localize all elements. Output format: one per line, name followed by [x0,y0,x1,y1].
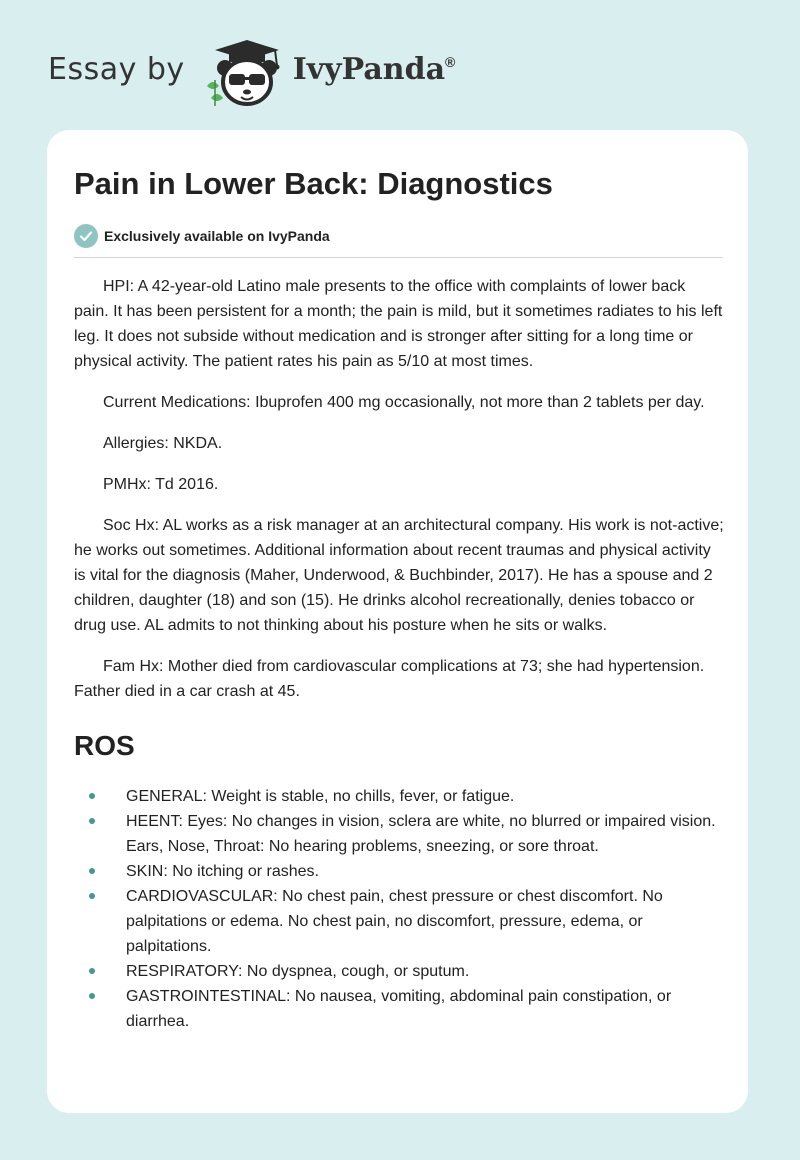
essay-by-label: Essay by [48,51,185,87]
bullet-icon [89,793,95,799]
bullet-icon [89,968,95,974]
panda-logo-icon[interactable] [201,36,287,108]
bullet-icon [89,893,95,899]
ros-item-text: RESPIRATORY: No dyspnea, cough, or sputum. [126,963,470,980]
checkmark-icon [74,224,98,248]
list-item [74,859,724,884]
list-item [74,984,724,1034]
ros-item-text: GENERAL: Weight is stable, no chills, fever, or fatigue. [126,788,515,805]
list-item [74,784,724,809]
exclusive-label: Exclusively available on IvyPanda [104,228,330,244]
exclusive-badge [74,222,722,250]
list-item [74,959,724,984]
brand-name[interactable]: IvyPanda® [292,51,456,87]
essay-body [74,274,724,1034]
site-header [48,36,455,108]
paragraph-soc-hx: Soc Hx: AL works as a risk manager at an architectural company. His work is not-active; he works out sometimes. Additional information about recent traumas and physical activity is vital for the diagnosis (Maher, Underwood, & Buchbinder, 2017). He has a spouse and 2 children, daughter (18) and son (15). He drinks alcohol recreationally, denies tobacco or drug use. AL admits to not thinking about his posture when he sits or walks. [74,517,724,634]
paragraph-pmhx: PMHx: Td 2016. [103,476,219,493]
list-item [74,809,724,859]
ros-item-text: CARDIOVASCULAR: No chest pain, chest pressure or chest discomfort. No palpitations or edema. No chest pain, no discomfort, pressure, edema, or palpitations. [126,888,663,955]
divider [74,257,723,258]
list-item [74,884,724,959]
section-heading-ros: ROS [74,730,135,761]
ros-item-text: SKIN: No itching or rashes. [126,863,319,880]
ros-list [74,784,724,1034]
bullet-icon [89,818,95,824]
ros-item-text: GASTROINTESTINAL: No nausea, vomiting, abdominal pain constipation, or diarrhea. [126,988,672,1030]
paragraph-fam-hx: Fam Hx: Mother died from cardiovascular complications at 73; she had hypertension. Father died in a car crash at 45. [74,658,705,700]
ivy-leaf-icon [207,80,223,106]
paragraph-medications: Current Medications: Ibuprofen 400 mg occasionally, not more than 2 tablets per day. [103,394,705,411]
trademark-symbol: ® [445,53,456,70]
bullet-icon [89,868,95,874]
page-title: Pain in Lower Back: Diagnostics [74,166,553,201]
bullet-icon [89,993,95,999]
paragraph-allergies: Allergies: NKDA. [103,435,223,452]
paragraph-hpi: HPI: A 42-year-old Latino male presents to the office with complaints of lower back pain. It has been persistent for a month; the pain is mild, but it sometimes radiates to his left leg. It does not subside without medication and is stronger after sitting for a long time or physical activity. The patient rates his pain as 5/10 at most times. [74,278,723,370]
ros-item-text: HEENT: Eyes: No changes in vision, sclera are white, no blurred or impaired vision. Ears, Nose, Throat: No hearing problems, sneezing, or sore throat. [126,813,716,855]
essay-card [47,130,748,1113]
